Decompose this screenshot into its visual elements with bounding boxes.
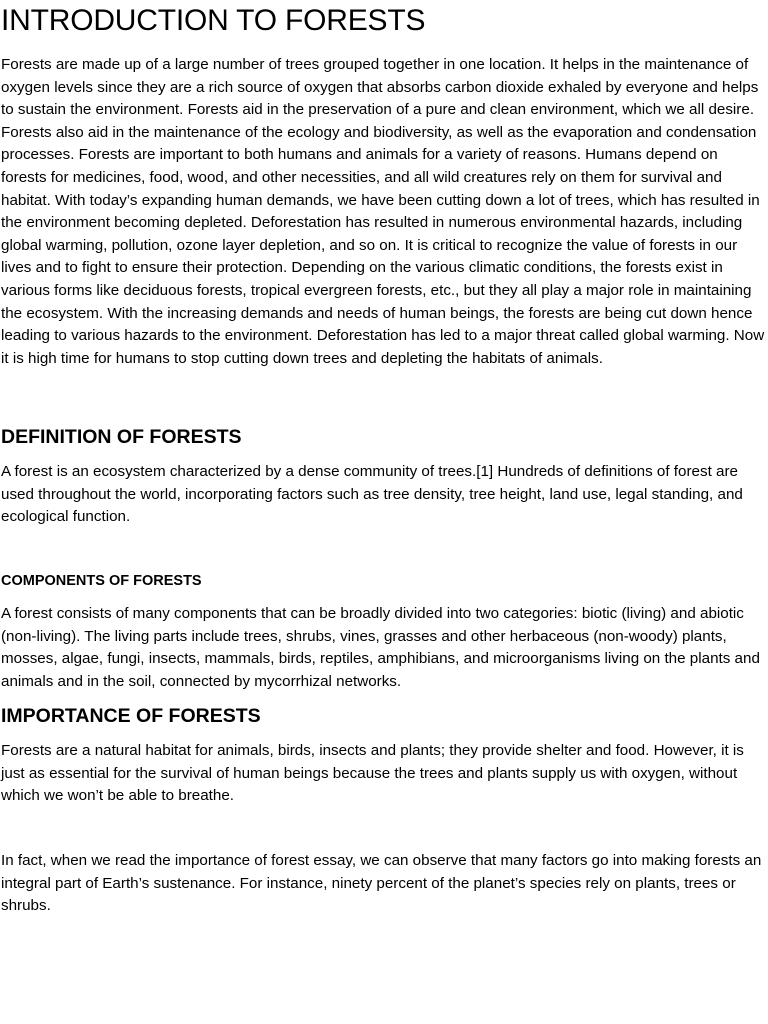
components-paragraph: A forest consists of many components that can be broadly divided into two categories: biotic (living) and abiotic (non-living). The living parts include trees, shrubs, vines, grasses and other herbaceous (non-woody) plants, mosses, algae, fungi, insects, mammals, birds, reptiles, amphibians, and microorganisms living on the plants and animals and in the soil, connected by mycorrhizal networks. [1, 605, 760, 690]
definition-heading: DEFINITION OF FORESTS [1, 426, 242, 448]
page-title: INTRODUCTION TO FORESTS [1, 4, 426, 37]
importance-heading: IMPORTANCE OF FORESTS [1, 705, 261, 727]
importance-paragraph-second: In fact, when we read the importance of forest essay, we can observe that many factors go into making forests an integral part of Earth’s sustenance. For instance, ninety percent of the planet’s species rely on plants, trees or shrubs. [1, 852, 762, 915]
definition-paragraph: A forest is an ecosystem characterized by a dense community of trees.[1] Hundreds of definitions of forest are used throughout the world, incorporating factors such as tree density, tree height, land use, legal standing, and ecological function. [1, 463, 743, 526]
intro-paragraph: Forests are made up of a large number of trees grouped together in one location. It helps in the maintenance of oxygen levels since they are a rich source of oxygen that absorbs carbon dioxide exhaled by everyone and helps to sustain the environment. Forests aid in the preservation of a pure and clean environment, which we all desire. Forests also aid in the maintenance of the ecology and biodiversity, as well as the evaporation and condensation processes. Forests are important to both humans and animals for a variety of reasons. Humans depend on forests for medicines, food, wood, and other necessities, and all wild creatures rely on them for survival and habitat. With today’s expanding human demands, we have been cutting down a lot of trees, which has resulted in the environment becoming depleted. Deforestation has resulted in numerous environmental hazards, including global warming, pollution, ozone layer depletion, and so on. It is critical to recognize the value of forests in our lives and to fight to ensure their protection. Depending on the various climatic conditions, the forests exist in various forms like deciduous forests, tropical evergreen forests, etc., but they all play a major role in maintaining the ecosystem. With the increasing demands and needs of human beings, the forests are being cut down hence leading to various hazards to the environment. Deforestation has led to a major threat called global warming. Now it is high time for humans to stop cutting down trees and depleting the habitats of animals. [1, 56, 765, 367]
components-heading: COMPONENTS OF FORESTS [1, 573, 202, 589]
importance-paragraph: Forests are a natural habitat for animals, birds, insects and plants; they provide shelter and food. However, it is just as essential for the survival of human beings because the trees and plants supply us with oxygen, without which we won’t be able to breathe. [1, 742, 744, 805]
